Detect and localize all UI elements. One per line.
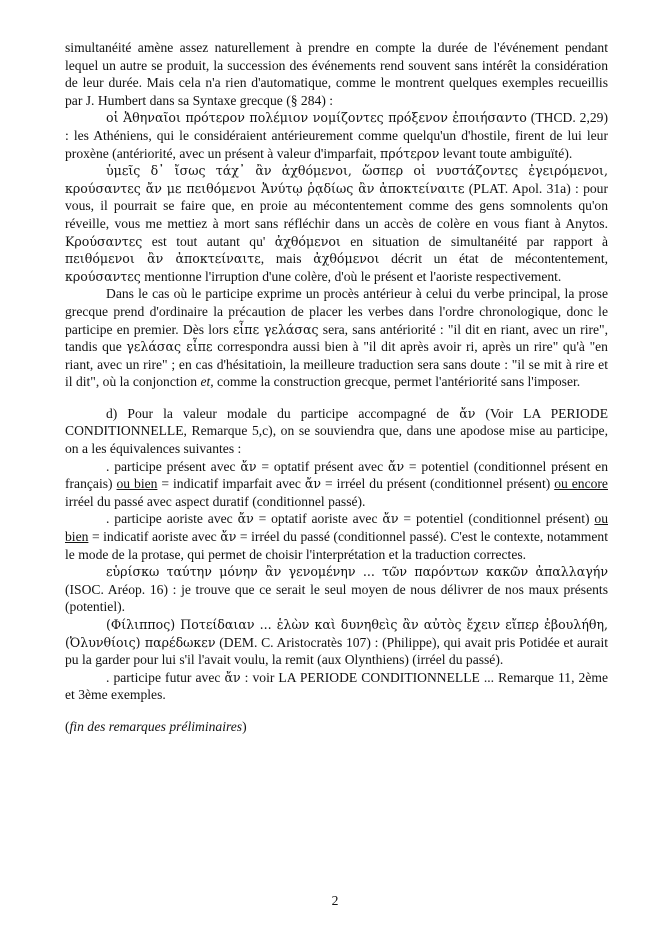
text-run: . participe aoriste avec [106, 511, 238, 527]
text-run: = potentiel (conditionnel présent) [398, 511, 595, 527]
text-run: Dans le cas où le participe exprime un procès antérieur à celui du verbe principal, la prose grecque prend d'ordinaire la précaution de placer les verbes dans l'ordre chronologique, donc le participe en premier. Dès lors [65, 286, 608, 337]
text-run: , comme la construction grecque, permet l'antériorité sans l'imposer. [210, 374, 581, 390]
text-run: = indicatif imparfait avec [157, 476, 305, 492]
paragraph [65, 616, 608, 669]
paragraph [65, 162, 608, 285]
text-run: simultanéité amène assez naturellement à prendre en compte la durée de l'événement pendant lequel un autre se produit, la succession des événements rend souvent sans intérêt la considération de leur durée. Mais cela n'a rien d'automatique, comme le montrent quelques exemples recueillis par J. Humbert dans sa Syntaxe grecque (§ 284) : [65, 40, 608, 108]
text-run: , mais [260, 251, 314, 267]
paragraph [65, 285, 608, 391]
greek-quote: (Φίλιππος) Ποτείδαιαν ... ἑλὼν καὶ δυνηθεὶς ἂν αὐτὸς ἔχειν εἴπερ ἐβουλήθη, (Ὀλυνθίοις) παρέδωκεν [65, 617, 608, 650]
italic-text: fin des remarques préliminaires [69, 718, 243, 734]
underlined-text: ou bien [116, 476, 158, 492]
text-run: = optatif aoriste avec [253, 511, 383, 527]
text-run: (PLAT. Apol. 31a) : pour vous, il pourrait se faire que, en proie au mécontentement comme des gens somnolents qu'on réveille, vous me mettiez à mort sans réfléchir dans un accès de colère en vous fiant à Anytos. [65, 180, 608, 231]
greek-quote: ἄν [220, 529, 237, 545]
underlined-text: ou bien [65, 511, 608, 545]
italic-text: et [200, 374, 211, 390]
text-run: = irréel du passé (conditionnel passé). C'est le contexte, notamment le mode de la protase, qui permet de choisir l'interprétation et la traduction correctes. [65, 529, 608, 562]
greek-quote: ἄν [387, 458, 405, 474]
greek-quote: ἄν [240, 458, 257, 474]
underlined-text: ou encore [554, 476, 608, 492]
paragraph [65, 405, 608, 458]
text-run: correspondra aussi bien à "il dit après avoir ri, après un rire" qu'à "en riant, avec un rire" ; en cas d'hésitatioin, la meilleure traduction sera sans doute : "il se mit à rire et il dit", où la conjonction [65, 339, 608, 390]
greek-quote: ἄν [382, 511, 399, 527]
greek-quote: ἀχθόμενοι [274, 233, 341, 249]
body-text [65, 39, 608, 736]
text-run: levant toute ambiguïté). [439, 145, 573, 161]
text-run: (Voir LA PERIODE CONDITIONNELLE, Remarque 5,c), on se souviendra que, dans une apodose mise au participe, on a les équivalences suivantes : [65, 405, 608, 457]
text-run: = optatif présent avec [256, 458, 388, 474]
greek-quote: γελάσας εἶπε [126, 339, 213, 355]
greek-quote: ἄν [237, 511, 254, 527]
greek-quote: ἀχθόμενοι [313, 251, 380, 267]
text-run: (DEM. C. Aristocratès 107) : (Philippe), qui avait pris Potidée et aurait pu la garder pour lui s'il l'avait voulu, la remit (aux Olynthiens) (irréel du passé). [65, 634, 609, 668]
paragraph [65, 458, 608, 511]
text-run: d) Pour la valeur modale du participe accompagné de [106, 405, 460, 421]
text-run: . participe futur avec [106, 669, 225, 685]
text-run: : voir LA PERIODE CONDITIONNELLE ... Remarque 11, 2ème et 3ème exemples. [65, 669, 608, 703]
paragraph [65, 109, 608, 162]
text-run: (THCD. 2,29) : les Athéniens, qui le considéraient antérieurement comme quelqu'un d'hostile, firent de lui leur proxène (antériorité, avec un présent à valeur d'imparfait, [65, 110, 608, 161]
text-run: . participe présent avec [106, 458, 241, 474]
greek-quote: ἄν [304, 476, 322, 492]
greek-quote: ἄν [459, 405, 476, 421]
paragraph [65, 39, 608, 109]
greek-quote: ὑμεῖς δ᾽ ἴσως τάχ᾽ ἂν ἀχθόμενοι, ὥσπερ οἱ νυστάζοντες ἐγειρόμενοι, κρούσαντες ἄν με πειθόμενοι Ἀνύτῳ ῥᾳδίως ἂν ἀποκτείναιτε [65, 163, 608, 196]
text-run: irréel du passé avec aspect duratif (conditionnel passé). [65, 493, 366, 509]
paragraph [65, 510, 608, 563]
text-run: ) [242, 718, 247, 734]
text-run: est tout autant qu' [142, 233, 275, 249]
text-run: en situation de simultanéité par rapport à [340, 233, 608, 249]
text-run: ( [65, 718, 70, 734]
greek-quote: πειθόμενοι ἂν ἀποκτείναιτε [65, 251, 261, 267]
greek-quote: Κρούσαντες [65, 233, 143, 249]
text-run: = irréel du présent (conditionnel présent) [321, 476, 555, 492]
greek-quote: οἱ Ἀθηναῖοι πρότερον πολέμιον νομίζοντες πρόξενον ἐποιήσαντο [106, 110, 527, 126]
text-run: = indicatif aoriste avec [88, 529, 221, 545]
paragraph [65, 718, 608, 736]
greek-quote: εὑρίσκω ταύτην μόνην ἂν γενομένην ... τῶν παρόντων κακῶν ἀπαλλαγήν [106, 564, 608, 580]
greek-quote: ἄν [224, 669, 241, 685]
greek-quote: πρότερον [379, 145, 440, 161]
paragraph [65, 563, 608, 616]
greek-quote: εἶπε γελάσας [232, 321, 319, 337]
text-run: = potentiel (conditionnel présent en français) [65, 458, 608, 492]
page-number: 2 [331, 893, 339, 908]
paragraph [65, 669, 608, 704]
greek-quote: κρούσαντες [65, 268, 141, 284]
text-run: décrit un état de mécontentement, [379, 251, 608, 267]
text-run: sera, sans antériorité : "il dit en riant, avec un rire", tandis que [65, 321, 608, 355]
text-run: (ISOC. Aréop. 16) : je trouve que ce serait le seul moyen de nous délivrer de nos maux présents (potentiel). [65, 581, 608, 615]
text-run: mentionne l'irruption d'une colère, d'où le présent et l'aoriste respectivement. [140, 268, 562, 284]
